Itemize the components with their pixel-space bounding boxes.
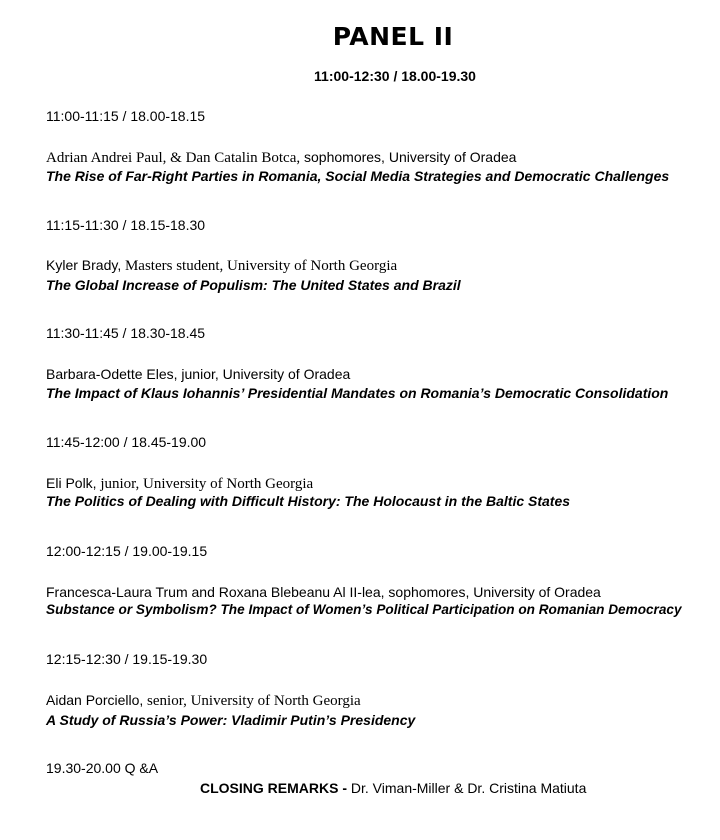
paper-title: The Global Increase of Populism: The United States and Brazil <box>46 277 461 293</box>
closing-label: CLOSING REMARKS - <box>200 780 347 796</box>
presenter-affiliation: sophomores, University of Oradea <box>384 584 601 600</box>
presenter-affiliation: Masters student, University of North Georgia <box>121 258 398 274</box>
paper-title: A Study of Russia’s Power: Vladimir Putin’s Presidency <box>46 712 416 728</box>
session-presenters <box>46 366 350 382</box>
session-presenters <box>46 149 516 167</box>
session-presenters <box>46 257 397 275</box>
presenter-affiliation: senior, University of North Georgia <box>143 693 361 709</box>
session-time: 12:00-12:15 / 19.00-19.15 <box>46 543 208 559</box>
presenter-names: Francesca-Laura Trum and Roxana Blebeanu Al II-lea, <box>46 584 385 600</box>
presenter-names: Adrian Andrei Paul, & Dan Catalin Botca, <box>46 150 301 166</box>
session-presenters <box>46 475 313 493</box>
panel-times: 11:00-12:30 / 18.00-19.30 <box>314 68 476 84</box>
session-time: 12:15-12:30 / 19.15-19.30 <box>46 651 208 667</box>
paper-title: Substance or Symbolism? The Impact of Women’s Political Participation on Romanian Democracy <box>46 602 682 617</box>
presenter-names: Eli Polk, <box>46 475 97 491</box>
session-time: 11:00-11:15 / 18.00-18.15 <box>46 108 206 124</box>
paper-title: The Politics of Dealing with Difficult History: The Holocaust in the Baltic States <box>46 493 571 509</box>
paper-title: The Impact of Klaus Iohannis’ Presidential Mandates on Romania’s Democratic Consolidation <box>46 385 669 401</box>
paper-title: The Rise of Far-Right Parties in Romania, Social Media Strategies and Democratic Challenges <box>46 168 670 184</box>
presenter-affiliation: sophomores, University of Oradea <box>300 149 517 165</box>
session-time: 11:45-12:00 / 18.45-19.00 <box>46 434 207 450</box>
closing-remarks <box>200 780 586 796</box>
session-time: 11:30-11:45 / 18.30-18.45 <box>46 325 206 341</box>
session-presenters <box>46 584 601 600</box>
session-time: 11:15-11:30 / 18.15-18.30 <box>46 217 206 233</box>
presenter-names: Kyler Brady, <box>46 257 122 273</box>
presenter-names: Aidan Porciello, <box>46 692 144 708</box>
presenter-affiliation: junior, University of Oradea <box>177 366 351 382</box>
presenter-names: Barbara-Odette Eles, <box>46 366 178 382</box>
qa-time: 19.30-20.00 Q &A <box>46 760 159 776</box>
session-presenters <box>46 692 361 710</box>
closing-speakers: Dr. Viman-Miller & Dr. Cristina Matiuta <box>347 780 587 796</box>
panel-title: PANEL II <box>332 22 454 51</box>
presenter-affiliation: junior, University of North Georgia <box>96 476 314 492</box>
